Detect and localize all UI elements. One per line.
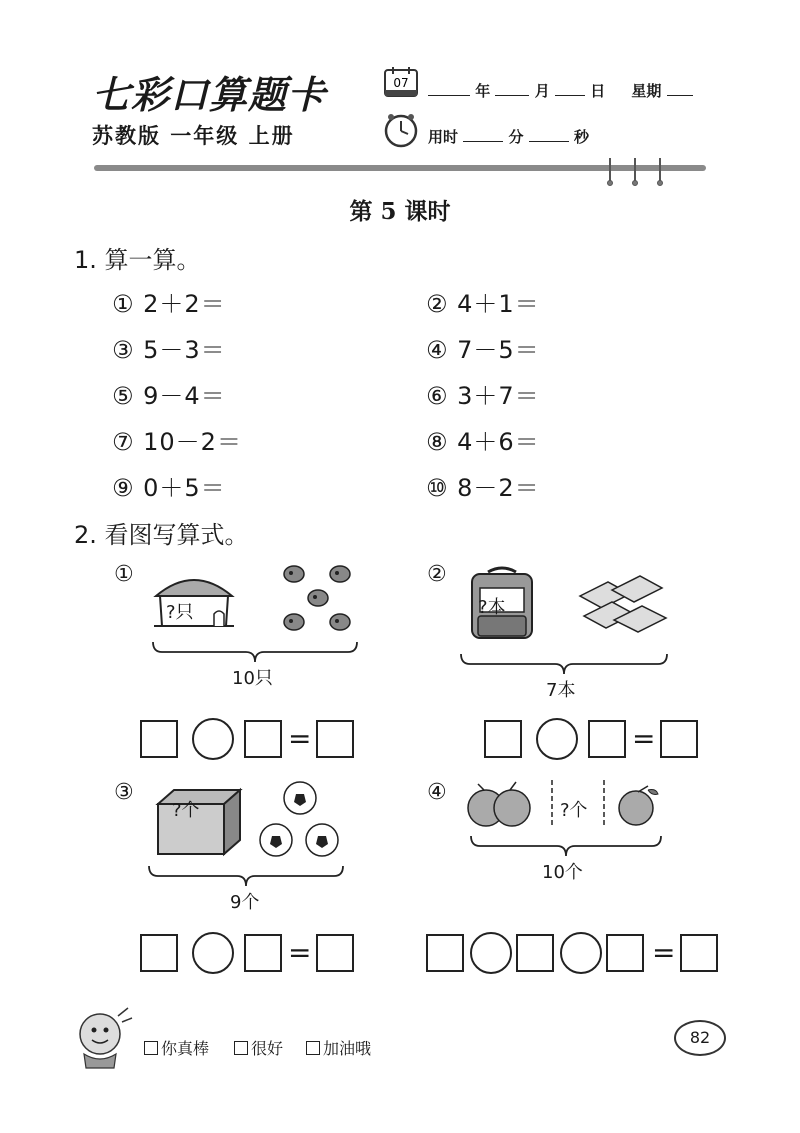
item1-answer-box-c[interactable]	[316, 720, 354, 758]
item1-number: ①	[114, 562, 134, 587]
weekday-label: 星期	[631, 82, 662, 100]
item4-answer-box-b[interactable]	[516, 934, 554, 972]
clock-icon	[383, 112, 419, 148]
month-label: 月	[534, 82, 550, 100]
item4-answer-box-c[interactable]	[606, 934, 644, 972]
item2-answer-box-a[interactable]	[484, 720, 522, 758]
house-picture	[148, 568, 240, 634]
problem-9: ⑨ 0＋5＝	[112, 474, 226, 502]
problem-10: ⑩ 8－2＝	[426, 474, 540, 502]
brace-2	[458, 652, 670, 678]
item3-number: ③	[114, 780, 134, 805]
time-label: 用时	[428, 128, 459, 146]
calendar-day: 07	[393, 76, 409, 90]
problem-3: ③ 5－3＝	[112, 336, 226, 364]
problem-4: ④ 7－5＝	[426, 336, 540, 364]
rating-option-great[interactable]	[144, 1036, 209, 1059]
item2-operator-circle[interactable]	[536, 718, 578, 760]
item2-answer-box-b[interactable]	[588, 720, 626, 758]
pins-decoration	[600, 156, 670, 186]
brace-4	[468, 834, 664, 860]
ladybugs-picture	[276, 562, 358, 638]
checkbox-keep-going[interactable]	[306, 1041, 320, 1055]
item3-hidden-label: ?个	[172, 800, 200, 821]
edition-label: 苏教版 一年级 上册	[92, 123, 295, 148]
minute-label: 分	[508, 128, 524, 146]
item4-operator-circle-2[interactable]	[560, 932, 602, 974]
item3-operator-circle[interactable]	[192, 932, 234, 974]
item4-answer-box-d[interactable]	[680, 934, 718, 972]
brace-1	[150, 640, 360, 666]
item4-total: 10个	[542, 862, 583, 883]
oranges-group-picture	[464, 780, 538, 832]
problem-2: ② 4＋1＝	[426, 290, 540, 318]
item1-answer-box-b[interactable]	[244, 720, 282, 758]
item1-hidden-label: ?只	[166, 602, 194, 623]
item2-total: 7本	[546, 680, 576, 701]
item1-answer-box-a[interactable]	[140, 720, 178, 758]
item1-total: 10只	[232, 668, 273, 689]
item1-operator-circle[interactable]	[192, 718, 234, 760]
rating-option-keep-going[interactable]	[306, 1036, 371, 1059]
mascot-icon	[70, 1004, 136, 1070]
year-label: 年	[475, 82, 491, 100]
books-picture	[574, 574, 672, 640]
item4-number: ④	[427, 780, 447, 805]
q1-heading: 1. 算一算。	[74, 246, 201, 274]
item4-answer-box-a[interactable]	[426, 934, 464, 972]
checkbox-great[interactable]	[144, 1041, 158, 1055]
problem-8: ⑧ 4＋6＝	[426, 428, 540, 456]
brand-title: 七彩口算题卡	[92, 72, 327, 117]
rating-good-label: 很好	[251, 1039, 284, 1058]
item3-answer-box-b[interactable]	[244, 934, 282, 972]
page-number: 82	[674, 1020, 726, 1056]
checkbox-good[interactable]	[234, 1041, 248, 1055]
item3-equals: =	[288, 936, 312, 969]
q2-heading: 2. 看图写算式。	[74, 521, 249, 549]
item2-number: ②	[427, 562, 447, 587]
problem-6: ⑥ 3＋7＝	[426, 382, 540, 410]
item2-equals: =	[632, 722, 656, 755]
item1-equals: =	[288, 722, 312, 755]
item3-total: 9个	[230, 892, 260, 913]
day-label: 日	[590, 82, 606, 100]
rating-great-label: 你真棒	[161, 1039, 210, 1058]
problem-1: ① 2＋2＝	[112, 290, 226, 318]
date-line	[428, 80, 693, 101]
calendar-icon	[383, 66, 419, 98]
item3-answer-box-a[interactable]	[140, 934, 178, 972]
item3-answer-box-c[interactable]	[316, 934, 354, 972]
second-label: 秒	[573, 128, 589, 146]
rating-keep-going-label: 加油哦	[323, 1039, 372, 1058]
time-line	[428, 126, 589, 147]
item4-hidden-label: ?个	[560, 800, 588, 821]
soccer-balls-picture	[256, 780, 342, 860]
orange-single-picture	[614, 784, 666, 830]
rating-option-good[interactable]	[234, 1036, 283, 1059]
item4-equals: =	[652, 936, 676, 969]
lesson-title: 第 5 课时	[349, 198, 451, 225]
problem-5: ⑤ 9－4＝	[112, 382, 226, 410]
brace-3	[146, 864, 346, 890]
problem-7: ⑦ 10－2＝	[112, 428, 242, 456]
item2-hidden-label: ?本	[478, 597, 506, 618]
item2-answer-box-c[interactable]	[660, 720, 698, 758]
item4-operator-circle-1[interactable]	[470, 932, 512, 974]
